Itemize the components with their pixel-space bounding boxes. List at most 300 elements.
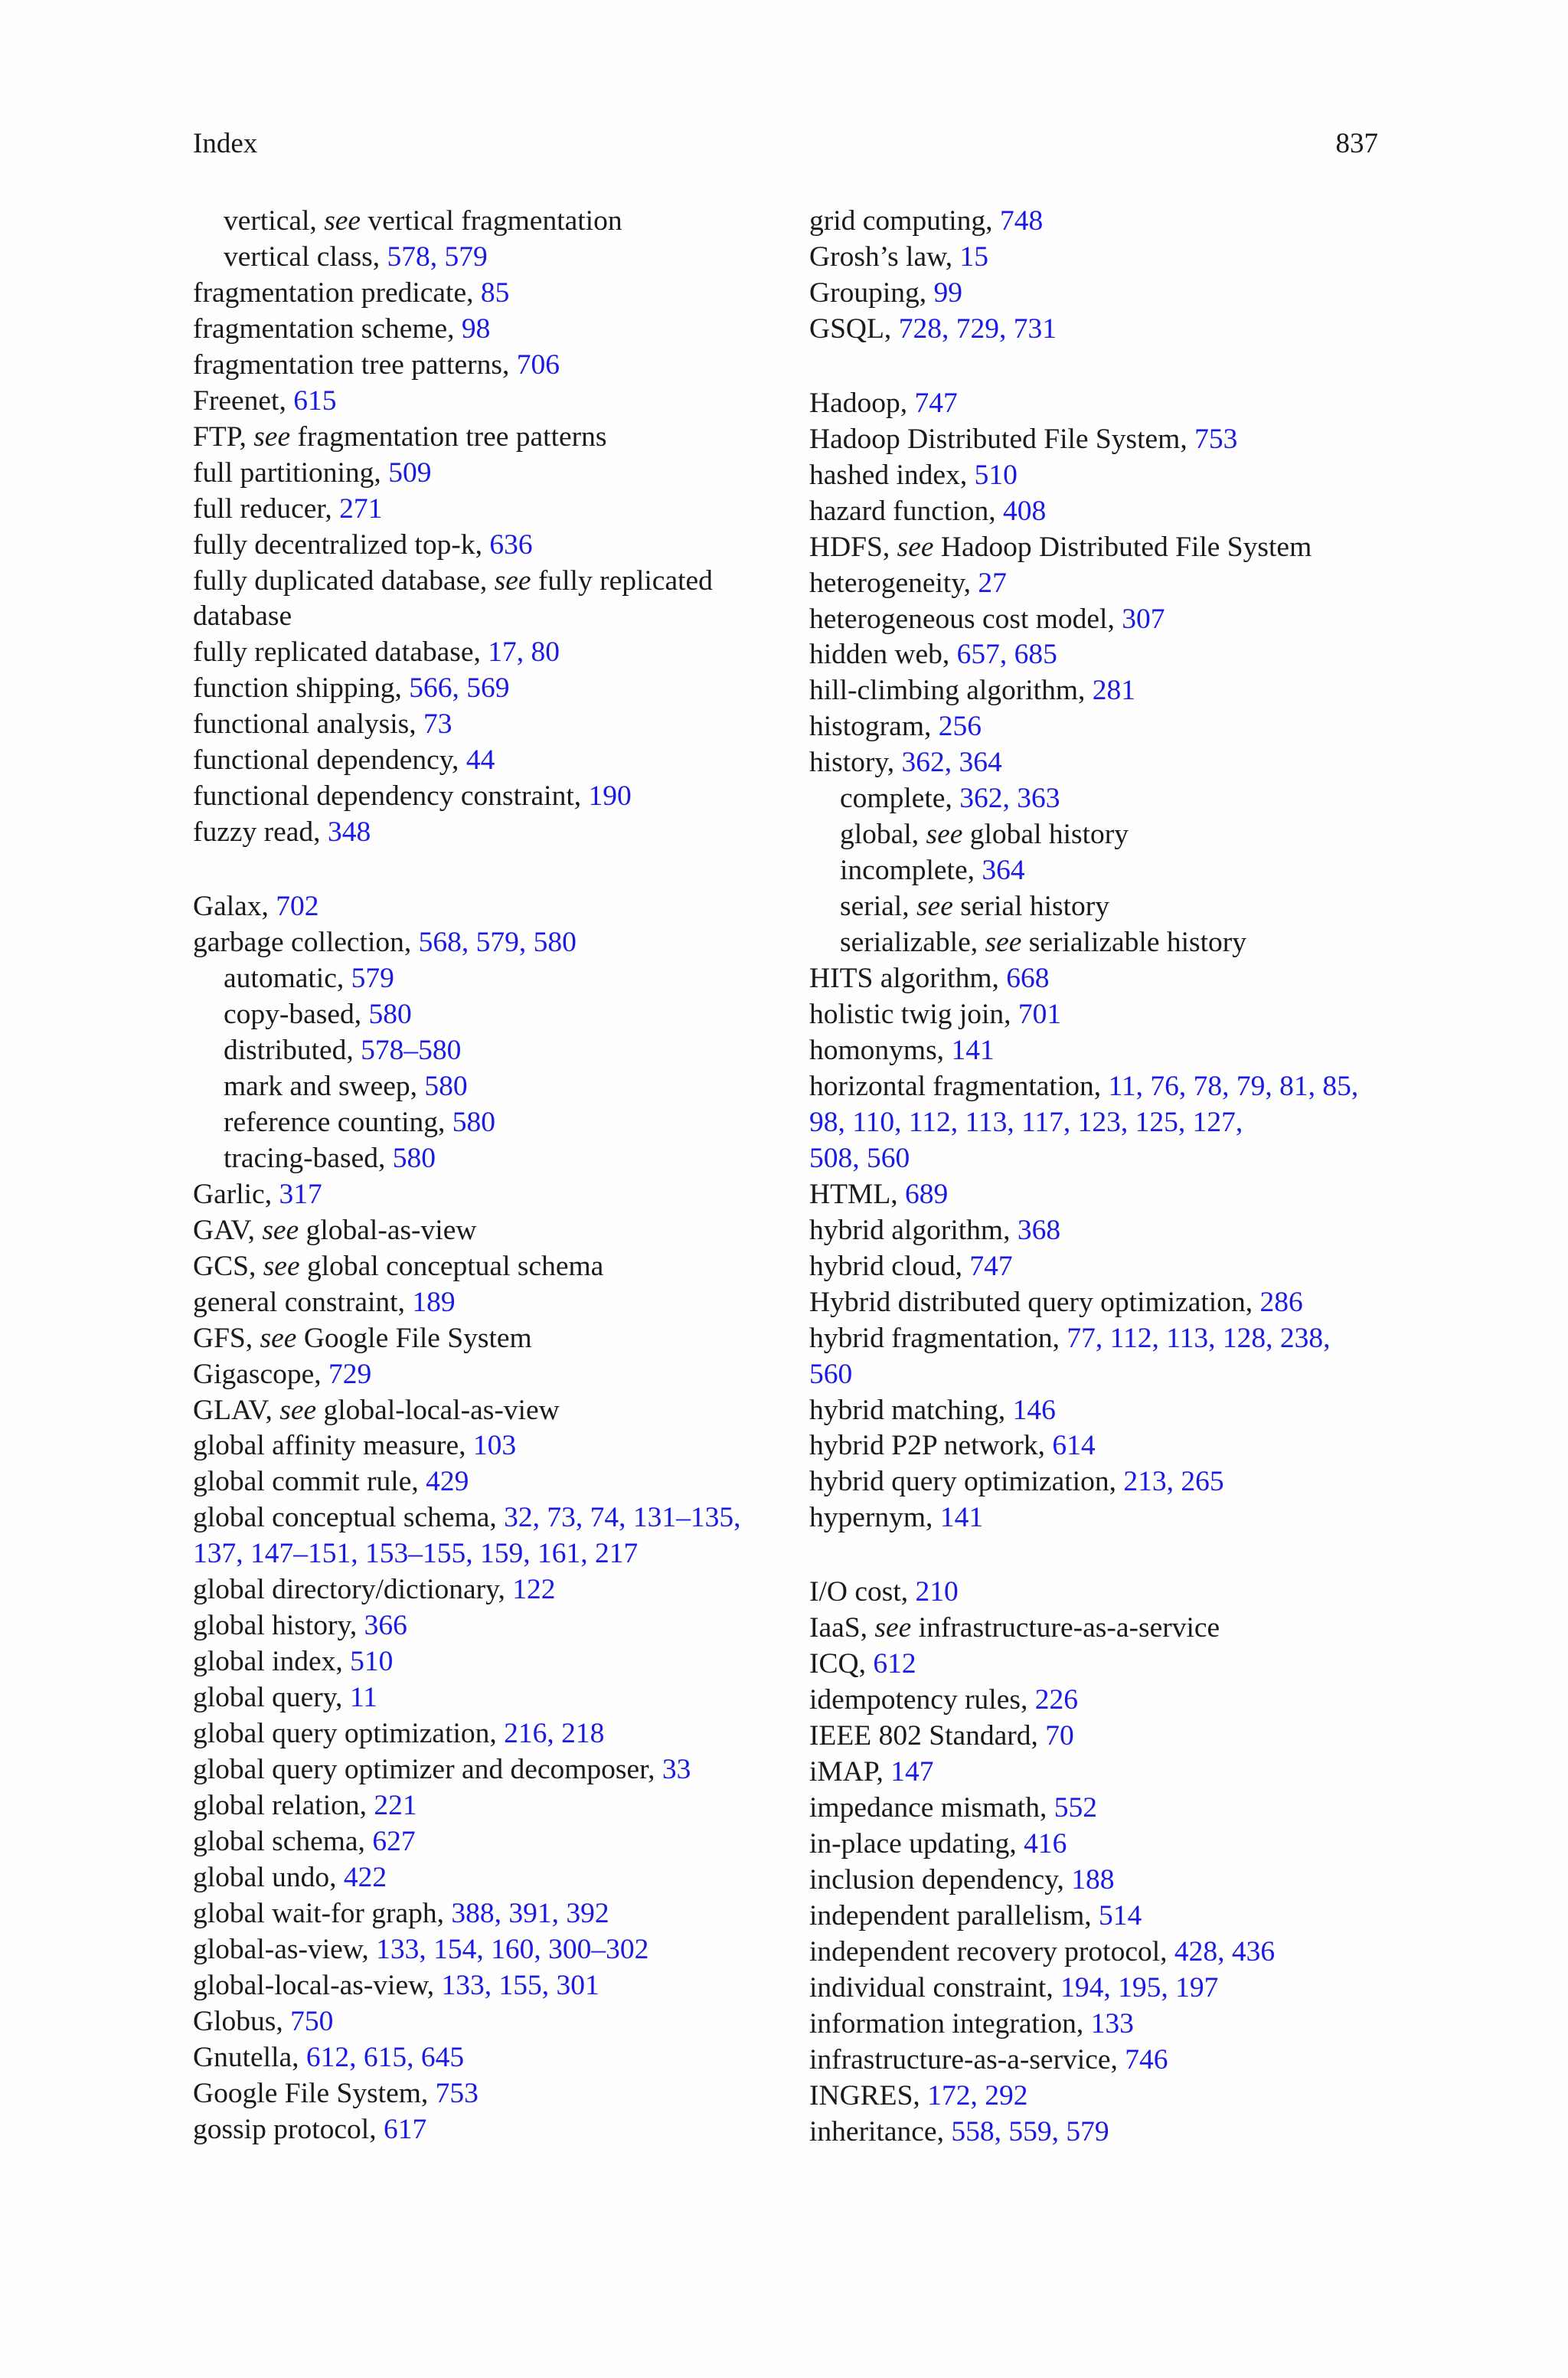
index-subentry xyxy=(193,1141,775,1177)
index-entry xyxy=(193,1860,775,1896)
page-reference-link[interactable]: 70 xyxy=(1045,1720,1074,1752)
index-entry xyxy=(809,1285,1391,1321)
index-term-text: history, xyxy=(809,747,902,779)
page-reference-link[interactable]: 366 xyxy=(364,1610,407,1642)
page-reference-link[interactable]: 189 xyxy=(412,1286,456,1318)
index-term-text: infrastructure-as-a-service, xyxy=(809,2043,1125,2075)
page-reference-link[interactable]: 216, 218 xyxy=(504,1718,605,1750)
index-subentry xyxy=(193,961,775,997)
index-entry xyxy=(193,1213,775,1249)
index-term-text: incomplete, xyxy=(840,855,982,887)
index-entry xyxy=(809,566,1391,602)
page-reference-link[interactable]: 615 xyxy=(293,384,337,417)
index-term-text: Google File System xyxy=(296,1322,532,1354)
index-term-text: fragmentation tree patterns, xyxy=(193,348,517,381)
page-reference-link[interactable]: 281 xyxy=(1092,675,1135,707)
index-entry xyxy=(193,1788,775,1824)
page-reference-link[interactable]: 362, 364 xyxy=(901,747,1002,779)
index-entry xyxy=(809,1177,1391,1213)
page-reference-link[interactable]: 210 xyxy=(915,1576,959,1608)
index-term-text: global undo, xyxy=(193,1861,344,1893)
index-entry xyxy=(809,1611,1391,1647)
page-reference-link[interactable]: 32, 73, 74, 131–135, xyxy=(504,1502,741,1534)
index-term-text: global directory/dictionary, xyxy=(193,1574,513,1606)
page-reference-link[interactable]: 133, 155, 301 xyxy=(441,1969,599,2001)
page-reference-link[interactable]: 558, 559, 579 xyxy=(951,2115,1109,2147)
index-term-text: tracing-based, xyxy=(224,1142,393,1174)
entry-continuation-line xyxy=(193,599,775,635)
page-reference-link[interactable]: 552 xyxy=(1054,1792,1097,1824)
index-term-text: Hybrid distributed query optimization, xyxy=(809,1286,1260,1318)
index-entry xyxy=(809,1827,1391,1863)
index-term-text: global query optimizer and decomposer, xyxy=(193,1754,662,1786)
page-reference-link[interactable]: 147 xyxy=(890,1756,934,1788)
see-reference-marker: see xyxy=(279,1394,317,1426)
index-term-text: global-as-view xyxy=(299,1214,477,1246)
index-term-text: fully decentralized top-k, xyxy=(193,528,490,561)
page-reference-link[interactable]: 307 xyxy=(1122,603,1165,635)
index-term-text: iMAP, xyxy=(809,1756,891,1788)
page-reference-link[interactable]: 141 xyxy=(939,1502,984,1534)
page-reference-link[interactable]: 702 xyxy=(276,891,319,923)
index-term-text: Hadoop, xyxy=(809,387,915,419)
index-term-text: global wait-for graph, xyxy=(193,1897,452,1929)
page-reference-link[interactable]: 579 xyxy=(351,963,394,995)
page-reference-link[interactable]: 580 xyxy=(392,1142,436,1174)
index-term-text: hybrid matching, xyxy=(809,1394,1013,1426)
page-reference-link[interactable]: 190 xyxy=(588,780,632,813)
index-subentry xyxy=(193,997,775,1033)
page-reference-link[interactable]: 578–580 xyxy=(361,1034,462,1066)
see-reference-marker: see xyxy=(874,1612,912,1644)
index-entry xyxy=(193,1177,775,1213)
index-entry xyxy=(193,1644,775,1680)
page-reference-link[interactable]: 560 xyxy=(809,1358,853,1390)
index-entry xyxy=(809,709,1391,745)
index-entry xyxy=(193,1608,775,1644)
page-reference-link[interactable]: 388, 391, 392 xyxy=(451,1897,609,1929)
index-term-text: fully replicated xyxy=(531,564,713,597)
index-entry xyxy=(193,1357,775,1393)
index-term-text: vertical, xyxy=(224,205,325,237)
page-reference-link[interactable]: 27 xyxy=(978,567,1007,599)
index-entry xyxy=(193,743,775,779)
page-reference-link[interactable]: 137, 147–151, 153–155, 159, 161, 217 xyxy=(193,1538,639,1570)
index-term-text: hashed index, xyxy=(809,459,975,491)
index-column-left xyxy=(193,204,775,2148)
index-term-text: serializable history xyxy=(1021,927,1247,959)
page-reference-link[interactable]: 213, 265 xyxy=(1123,1466,1224,1498)
index-term-text: grid computing, xyxy=(809,205,1000,237)
page-reference-link[interactable]: 348 xyxy=(327,816,371,849)
index-term-text: GAV, xyxy=(193,1214,263,1246)
index-term-text: copy-based, xyxy=(224,999,369,1031)
index-entry xyxy=(809,1863,1391,1899)
page-reference-link[interactable]: 636 xyxy=(489,528,533,561)
index-term-text: fragmentation tree patterns xyxy=(290,420,607,453)
index-term-text: serial, xyxy=(840,891,916,923)
page-reference-link[interactable]: 514 xyxy=(1099,1899,1142,1932)
index-term-text: Globus, xyxy=(193,2005,291,2037)
index-entry xyxy=(809,2043,1391,2079)
page-reference-link[interactable]: 256 xyxy=(938,711,982,743)
page-reference-link[interactable]: 668 xyxy=(1006,963,1050,995)
page-reference-link[interactable]: 746 xyxy=(1125,2043,1168,2075)
index-entry xyxy=(193,1932,775,1968)
page-reference-link[interactable]: 416 xyxy=(1024,1827,1067,1860)
index-entry xyxy=(809,1393,1391,1429)
index-term-text: independent parallelism, xyxy=(809,1899,1099,1932)
index-term-text: global-as-view, xyxy=(193,1933,377,1965)
entry-continuation-line xyxy=(809,1357,1391,1393)
page-reference-link[interactable]: 15 xyxy=(959,240,989,273)
index-term-text: INGRES, xyxy=(809,2079,928,2111)
index-term-text: inheritance, xyxy=(809,2115,952,2147)
index-subentry xyxy=(193,240,775,276)
index-entry xyxy=(809,1935,1391,1971)
index-term-text: global commit rule, xyxy=(193,1466,426,1498)
index-entry xyxy=(809,1647,1391,1683)
page-reference-link[interactable]: 580 xyxy=(424,1070,468,1102)
page-reference-link[interactable]: 580 xyxy=(368,999,412,1031)
index-entry xyxy=(193,1249,775,1285)
index-entry xyxy=(809,1464,1391,1500)
index-term-text: GLAV, xyxy=(193,1394,280,1426)
index-term-text: impedance mismath, xyxy=(809,1792,1054,1824)
index-entry xyxy=(809,1249,1391,1285)
index-term-text: individual constraint, xyxy=(809,1971,1061,2003)
index-term-text: reference counting, xyxy=(224,1106,452,1138)
entry-continuation-line xyxy=(193,1536,775,1572)
index-term-text: full partitioning, xyxy=(193,456,389,489)
index-entry xyxy=(809,2079,1391,2115)
page-reference-link[interactable]: 17, 80 xyxy=(488,636,560,669)
index-entry xyxy=(809,1971,1391,2007)
page-reference-link[interactable]: 568, 579, 580 xyxy=(418,927,577,959)
index-subentry xyxy=(809,817,1391,853)
index-term-text: global, xyxy=(840,819,926,851)
index-term-text: inclusion dependency, xyxy=(809,1863,1072,1896)
page-reference-link[interactable]: 701 xyxy=(1018,999,1062,1031)
page-reference-link[interactable]: 750 xyxy=(290,2005,334,2037)
index-term-text: hazard function, xyxy=(809,495,1004,527)
index-entry xyxy=(809,240,1391,276)
see-reference-marker: see xyxy=(926,819,963,851)
index-term-text: homonyms, xyxy=(809,1034,952,1066)
index-term-text: global relation, xyxy=(193,1789,374,1821)
index-term-text: ICQ, xyxy=(809,1648,874,1680)
index-term-text: horizontal fragmentation, xyxy=(809,1070,1109,1102)
index-term-text: automatic, xyxy=(224,963,351,995)
index-subentry xyxy=(809,781,1391,817)
index-entry xyxy=(193,348,775,384)
index-term-text: hybrid cloud, xyxy=(809,1250,970,1282)
index-entry xyxy=(193,1428,775,1464)
page-reference-link[interactable]: 566, 569 xyxy=(409,672,510,705)
see-reference-marker: see xyxy=(494,564,531,597)
index-term-text: Freenet, xyxy=(193,384,294,417)
page-reference-link[interactable]: 748 xyxy=(999,205,1044,237)
page-reference-link[interactable]: 172, 292 xyxy=(927,2079,1028,2111)
page-reference-link[interactable]: 753 xyxy=(1194,423,1238,455)
index-entry xyxy=(193,492,775,528)
index-entry xyxy=(193,456,775,492)
see-reference-marker: see xyxy=(262,1214,299,1246)
index-entry xyxy=(193,1500,775,1572)
index-entry xyxy=(193,1285,775,1321)
index-term-text: global conceptual schema, xyxy=(193,1502,505,1534)
index-term-text: histogram, xyxy=(809,711,939,743)
index-term-text: fragmentation predicate, xyxy=(193,276,481,309)
page-reference-link[interactable]: 11, 76, 78, 79, 81, 85, xyxy=(1108,1070,1359,1102)
index-entry xyxy=(193,671,775,707)
index-entry xyxy=(809,458,1391,494)
page-reference-link[interactable]: 580 xyxy=(452,1106,496,1138)
page-reference-link[interactable]: 747 xyxy=(914,387,958,419)
page-reference-link[interactable]: 368 xyxy=(1017,1214,1061,1246)
page-reference-link[interactable]: 422 xyxy=(343,1861,387,1893)
page-reference-link[interactable]: 362, 363 xyxy=(959,783,1060,815)
index-subentry xyxy=(193,1033,775,1069)
index-entry xyxy=(193,1824,775,1860)
index-entry xyxy=(193,276,775,312)
page-reference-link[interactable]: 627 xyxy=(372,1825,416,1857)
page-reference-link[interactable]: 221 xyxy=(374,1789,417,1821)
index-entry xyxy=(193,1968,775,2004)
index-term-text: GFS, xyxy=(193,1322,260,1354)
index-subentry xyxy=(193,1105,775,1141)
page-reference-link[interactable]: 133 xyxy=(1090,2007,1134,2039)
index-term-text: Hadoop Distributed File System xyxy=(933,531,1312,563)
index-subentry xyxy=(809,853,1391,889)
index-term-text: GSQL, xyxy=(809,312,899,345)
page-reference-link[interactable]: 753 xyxy=(435,2077,479,2109)
page-reference-link[interactable]: 729 xyxy=(328,1358,372,1390)
page-reference-link[interactable]: 508, 560 xyxy=(809,1142,910,1174)
running-head-title: Index xyxy=(193,128,258,159)
index-subentry xyxy=(193,204,775,240)
index-term-text: independent recovery protocol, xyxy=(809,1935,1174,1967)
index-subentry xyxy=(809,925,1391,961)
page-reference-link[interactable]: 33 xyxy=(662,1754,691,1786)
page-reference-link[interactable]: 689 xyxy=(905,1178,949,1210)
index-term-text: fully duplicated database, xyxy=(193,564,495,597)
index-term-text: hybrid fragmentation, xyxy=(809,1322,1067,1354)
page-reference-link[interactable]: 226 xyxy=(1034,1684,1078,1716)
page-reference-link[interactable]: 103 xyxy=(472,1430,517,1462)
index-term-text: IaaS, xyxy=(809,1612,875,1644)
index-entry xyxy=(809,1500,1391,1536)
index-term-text: distributed, xyxy=(224,1034,361,1066)
index-entry xyxy=(809,961,1391,997)
index-term-text: mark and sweep, xyxy=(224,1070,425,1102)
index-entry xyxy=(809,1428,1391,1464)
entry-continuation-line xyxy=(809,1141,1391,1177)
letter-group-gap xyxy=(809,1536,1391,1575)
index-entry xyxy=(809,312,1391,348)
index-entry xyxy=(809,494,1391,530)
index-entry xyxy=(809,1899,1391,1935)
index-term-text: functional analysis, xyxy=(193,708,423,741)
index-term-text: full reducer, xyxy=(193,492,340,525)
index-entry xyxy=(193,528,775,564)
index-term-text: information integration, xyxy=(809,2007,1091,2039)
index-entry xyxy=(809,602,1391,638)
index-term-text: infrastructure-as-a-service xyxy=(911,1612,1220,1644)
page-reference-link[interactable]: 614 xyxy=(1052,1430,1096,1462)
page-reference-link[interactable]: 612, 615, 645 xyxy=(305,2041,465,2073)
index-term-text: global query, xyxy=(193,1682,350,1714)
index-entry xyxy=(193,312,775,348)
letter-group-gap xyxy=(193,851,775,889)
index-entry xyxy=(809,1683,1391,1719)
see-reference-marker: see xyxy=(985,927,1022,959)
letter-group-gap xyxy=(809,348,1391,386)
index-entry xyxy=(193,1572,775,1608)
index-term-text: idempotency rules, xyxy=(809,1684,1035,1716)
page-reference-link[interactable]: 44 xyxy=(466,744,495,777)
index-term-text: I/O cost, xyxy=(809,1576,916,1608)
index-entry xyxy=(193,889,775,925)
index-term-text: Garlic, xyxy=(193,1178,279,1210)
index-entry xyxy=(809,386,1391,422)
index-term-text: in-place updating, xyxy=(809,1827,1024,1860)
index-subentry xyxy=(809,889,1391,925)
index-term-text: function shipping, xyxy=(193,672,410,705)
page-reference-link[interactable]: 617 xyxy=(383,2113,427,2145)
page-reference-link[interactable]: 85 xyxy=(480,276,510,309)
index-entry xyxy=(809,2115,1391,2151)
index-term-text: global-local-as-view, xyxy=(193,1969,442,2001)
index-term-text: Galax, xyxy=(193,891,276,923)
index-entry xyxy=(193,2076,775,2112)
index-term-text: HDFS, xyxy=(809,531,897,563)
index-entry xyxy=(809,1791,1391,1827)
page-reference-link[interactable]: 429 xyxy=(426,1466,469,1498)
index-term-text: Grosh’s law, xyxy=(809,240,960,273)
index-entry xyxy=(193,1716,775,1752)
page-reference-link[interactable]: 188 xyxy=(1071,1863,1115,1896)
index-term-text: hybrid algorithm, xyxy=(809,1214,1018,1246)
page-reference-link[interactable]: 122 xyxy=(512,1574,556,1606)
page-reference-link[interactable]: 408 xyxy=(1003,495,1047,527)
index-column-right xyxy=(809,204,1391,2151)
index-term-text: heterogeneous cost model, xyxy=(809,603,1122,635)
index-entry xyxy=(809,1213,1391,1249)
see-reference-marker: see xyxy=(324,205,361,237)
index-term-text: functional dependency, xyxy=(193,744,466,777)
page-reference-link[interactable]: 11 xyxy=(349,1682,377,1714)
index-term-text: global history, xyxy=(193,1610,364,1642)
page-reference-link[interactable]: 578, 579 xyxy=(387,240,488,273)
page-reference-link[interactable]: 728, 729, 731 xyxy=(898,312,1057,345)
index-entry xyxy=(193,564,775,636)
index-entry xyxy=(193,2112,775,2148)
page-reference-link[interactable]: 98, 110, 112, 113, 117, 123, 125, 127, xyxy=(809,1106,1243,1138)
page-reference-link[interactable]: 99 xyxy=(933,276,962,309)
page-reference-link[interactable]: 317 xyxy=(279,1178,322,1210)
page-number: 837 xyxy=(1335,128,1378,159)
page-reference-link[interactable]: 364 xyxy=(982,855,1025,887)
page-reference-link[interactable]: 73 xyxy=(423,708,452,741)
index-entry xyxy=(193,1321,775,1357)
index-entry xyxy=(809,1069,1391,1177)
index-term-text: global affinity measure, xyxy=(193,1430,473,1462)
page-reference-link[interactable]: 194, 195, 197 xyxy=(1060,1971,1219,2003)
index-entry xyxy=(809,204,1391,240)
index-entry xyxy=(809,2007,1391,2043)
index-entry xyxy=(809,997,1391,1033)
index-entry xyxy=(193,1752,775,1788)
index-term-text: HITS algorithm, xyxy=(809,963,1007,995)
index-term-text: Gnutella, xyxy=(193,2041,306,2073)
page-reference-link[interactable]: 141 xyxy=(951,1034,995,1066)
see-reference-marker: see xyxy=(253,420,291,453)
index-term-text: global conceptual schema xyxy=(299,1250,604,1282)
page-reference-link[interactable]: 706 xyxy=(516,348,560,381)
page-reference-link[interactable]: 747 xyxy=(969,1250,1013,1282)
index-term-text: heterogeneity, xyxy=(809,567,978,599)
page-reference-link[interactable]: 133, 154, 160, 300–302 xyxy=(376,1933,649,1965)
index-term-text: holistic twig join, xyxy=(809,999,1018,1031)
index-entry xyxy=(193,1680,775,1716)
entry-continuation-line xyxy=(809,1105,1391,1141)
index-entry xyxy=(809,1033,1391,1069)
index-term-text: hybrid query optimization, xyxy=(809,1466,1124,1498)
page-reference-link[interactable]: 271 xyxy=(339,492,383,525)
index-term-text: hill-climbing algorithm, xyxy=(809,675,1093,707)
index-entry xyxy=(193,384,775,420)
see-reference-marker: see xyxy=(263,1250,300,1282)
index-term-text: garbage collection, xyxy=(193,927,419,959)
index-term-text: global schema, xyxy=(193,1825,373,1857)
index-term-text: fuzzy read, xyxy=(193,816,328,849)
index-term-text: gossip protocol, xyxy=(193,2113,384,2145)
index-term-text: hidden web, xyxy=(809,639,957,671)
index-term-text: serial history xyxy=(952,891,1109,923)
see-reference-marker: see xyxy=(897,531,934,563)
index-term-text: functional dependency constraint, xyxy=(193,780,589,813)
index-term-text: Gigascope, xyxy=(193,1358,329,1390)
page-reference-link[interactable]: 510 xyxy=(350,1646,394,1678)
index-entry xyxy=(193,707,775,743)
see-reference-marker: see xyxy=(260,1322,297,1354)
page-reference-link[interactable]: 510 xyxy=(974,459,1018,491)
index-term-text: global index, xyxy=(193,1646,351,1678)
index-entry xyxy=(193,925,775,961)
index-entry xyxy=(809,1321,1391,1393)
page-reference-link[interactable]: 77, 112, 113, 128, 238, xyxy=(1067,1322,1331,1354)
page-reference-link[interactable]: 428, 436 xyxy=(1174,1935,1276,1967)
index-term-text: general constraint, xyxy=(193,1286,413,1318)
index-entry xyxy=(809,422,1391,458)
index-entry xyxy=(809,1719,1391,1755)
index-term-text: HTML, xyxy=(809,1178,905,1210)
index-term-text: hypernym, xyxy=(809,1502,940,1534)
index-entry xyxy=(193,2040,775,2076)
index-entry xyxy=(809,1575,1391,1611)
page-reference-link[interactable]: 286 xyxy=(1259,1286,1303,1318)
index-entry xyxy=(193,1896,775,1932)
page-reference-link[interactable]: 612 xyxy=(873,1648,916,1680)
page-reference-link[interactable]: 657, 685 xyxy=(956,639,1057,671)
index-entry xyxy=(193,779,775,815)
page-reference-link[interactable]: 509 xyxy=(388,456,432,489)
page-reference-link[interactable]: 146 xyxy=(1012,1394,1056,1426)
index-entry xyxy=(809,673,1391,709)
index-entry xyxy=(193,420,775,456)
page-reference-link[interactable]: 98 xyxy=(461,312,491,345)
